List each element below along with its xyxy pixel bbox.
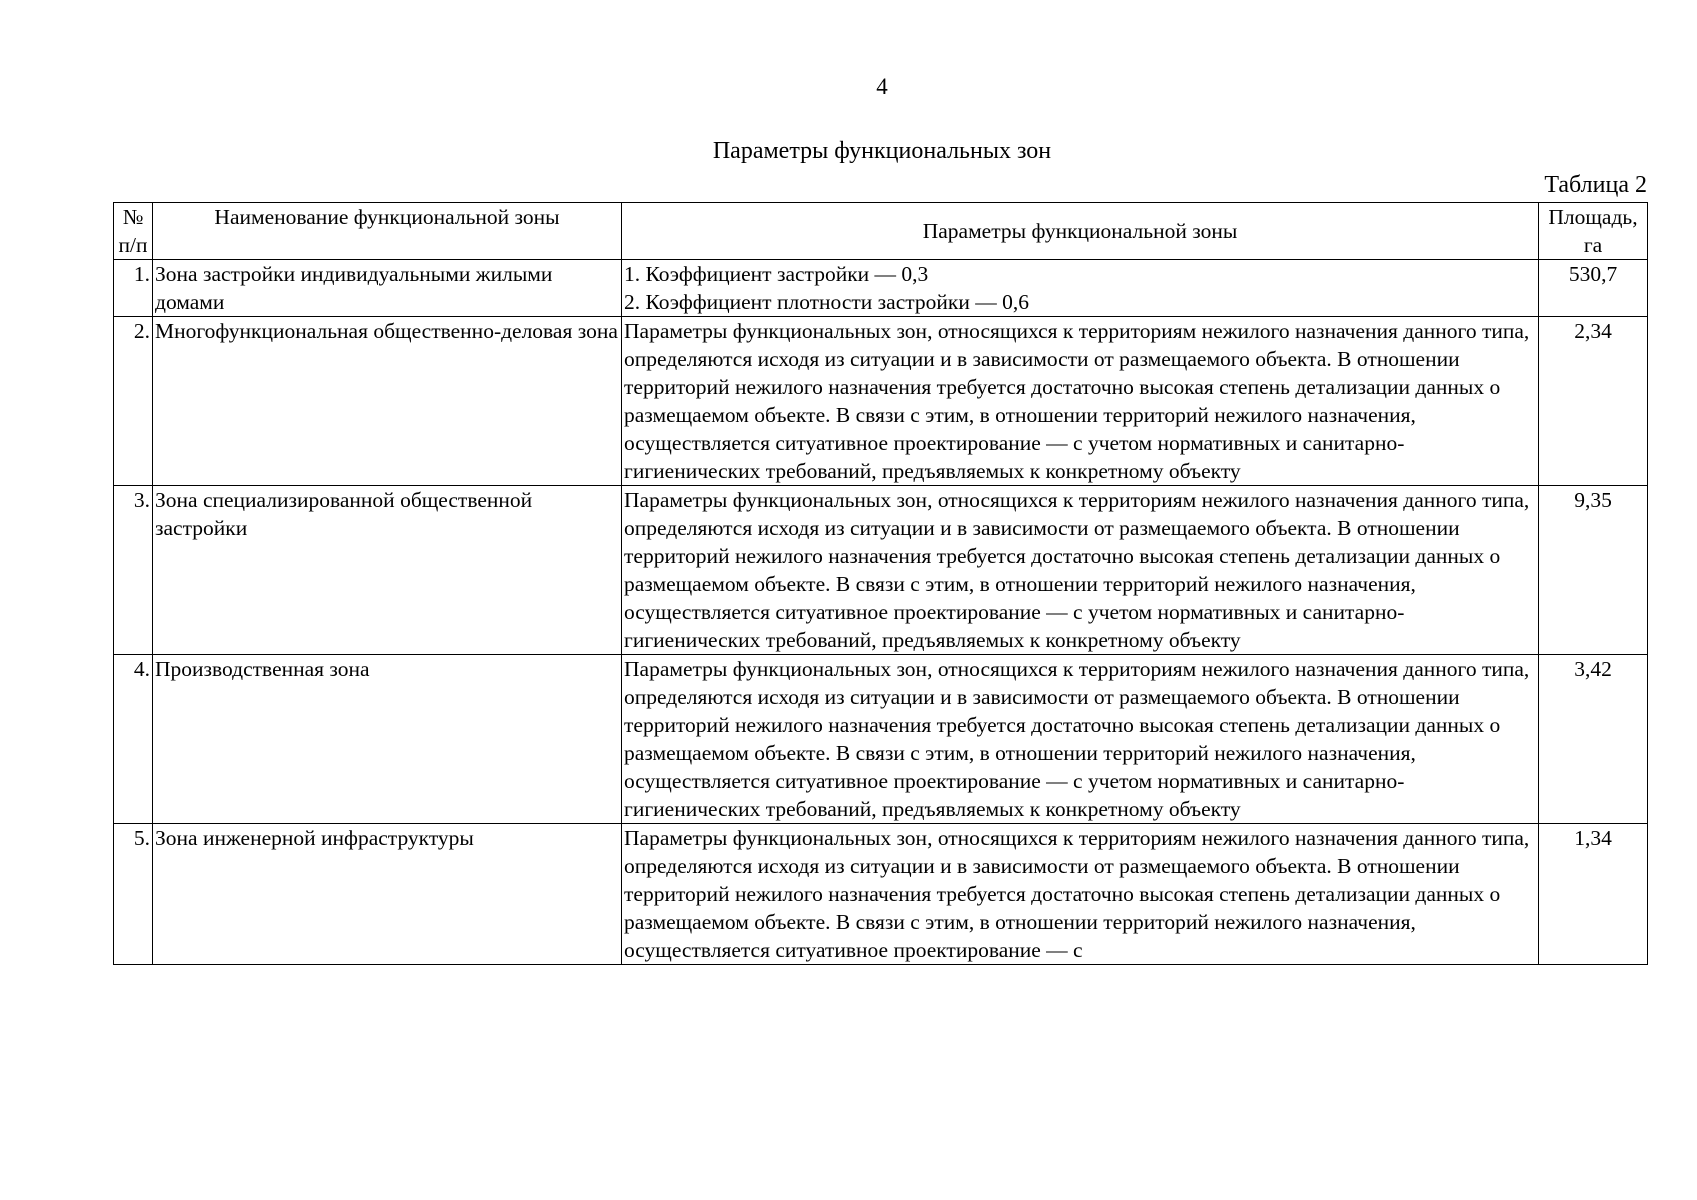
- header-num: № п/п: [114, 203, 153, 260]
- zone-param-line: 1. Коэффициент застройки — 0,3: [624, 262, 929, 286]
- zone-params: Параметры функциональных зон, относящихся к территориям нежилого назначения данного типа, определяются исходя из ситуации и в зависимости от размещаемого объекта. В отношении территорий нежилого назначения требуется достаточно высокая степень детализации данных о размещаемом объекте. В связи с этим, в отношении территорий нежилого назначения, осуществляется ситуативное проектирование — с учетом нормативных и санитарно-гигиенических требований, предъявляемых к конкретному объекту: [622, 486, 1539, 655]
- table-row: [114, 824, 1648, 965]
- zone-area: 3,42: [1539, 655, 1648, 824]
- functional-zones-table: [113, 202, 1648, 965]
- zone-params: [622, 260, 1539, 317]
- zone-param-line: 2. Коэффициент плотности застройки — 0,6: [624, 290, 1029, 314]
- row-number: 2.: [114, 317, 153, 486]
- zone-name: Производственная зона: [153, 655, 622, 824]
- document-title: Параметры функциональных зон: [712, 138, 1052, 164]
- header-area: Площадь, га: [1539, 203, 1648, 260]
- zone-area: 9,35: [1539, 486, 1648, 655]
- page-number: 4: [876, 74, 888, 99]
- table-row: [114, 486, 1648, 655]
- zone-name: Зона инженерной инфраструктуры: [153, 824, 622, 965]
- table-row: [114, 317, 1648, 486]
- header-zone-params: Параметры функциональной зоны: [622, 203, 1539, 260]
- table-row: [114, 260, 1648, 317]
- table-label: Таблица 2: [1544, 172, 1647, 198]
- zone-area: 1,34: [1539, 824, 1648, 965]
- row-number: 4.: [114, 655, 153, 824]
- zone-name: Зона застройки индивидуальными жилыми домами: [153, 260, 622, 317]
- zone-params: Параметры функциональных зон, относящихся к территориям нежилого назначения данного типа, определяются исходя из ситуации и в зависимости от размещаемого объекта. В отношении территорий нежилого назначения требуется достаточно высокая степень детализации данных о размещаемом объекте. В связи с этим, в отношении территорий нежилого назначения, осуществляется ситуативное проектирование — с: [622, 824, 1539, 965]
- row-number: 5.: [114, 824, 153, 965]
- zone-area: 2,34: [1539, 317, 1648, 486]
- zone-area: 530,7: [1539, 260, 1648, 317]
- table-header-row: [114, 203, 1648, 260]
- zone-params: Параметры функциональных зон, относящихся к территориям нежилого назначения данного типа, определяются исходя из ситуации и в зависимости от размещаемого объекта. В отношении территорий нежилого назначения требуется достаточно высокая степень детализации данных о размещаемом объекте. В связи с этим, в отношении территорий нежилого назначения, осуществляется ситуативное проектирование — с учетом нормативных и санитарно-гигиенических требований, предъявляемых к конкретному объекту: [622, 317, 1539, 486]
- row-number: 3.: [114, 486, 153, 655]
- header-zone-name: Наименование функциональной зоны: [153, 203, 622, 260]
- table-row: [114, 655, 1648, 824]
- zone-params: Параметры функциональных зон, относящихся к территориям нежилого назначения данного типа, определяются исходя из ситуации и в зависимости от размещаемого объекта. В отношении территорий нежилого назначения требуется достаточно высокая степень детализации данных о размещаемом объекте. В связи с этим, в отношении территорий нежилого назначения, осуществляется ситуативное проектирование — с учетом нормативных и санитарно-гигиенических требований, предъявляемых к конкретному объекту: [622, 655, 1539, 824]
- row-number: 1.: [114, 260, 153, 317]
- zone-name: Многофункциональная общественно-деловая зона: [153, 317, 622, 486]
- zone-name: Зона специализированной общественной застройки: [153, 486, 622, 655]
